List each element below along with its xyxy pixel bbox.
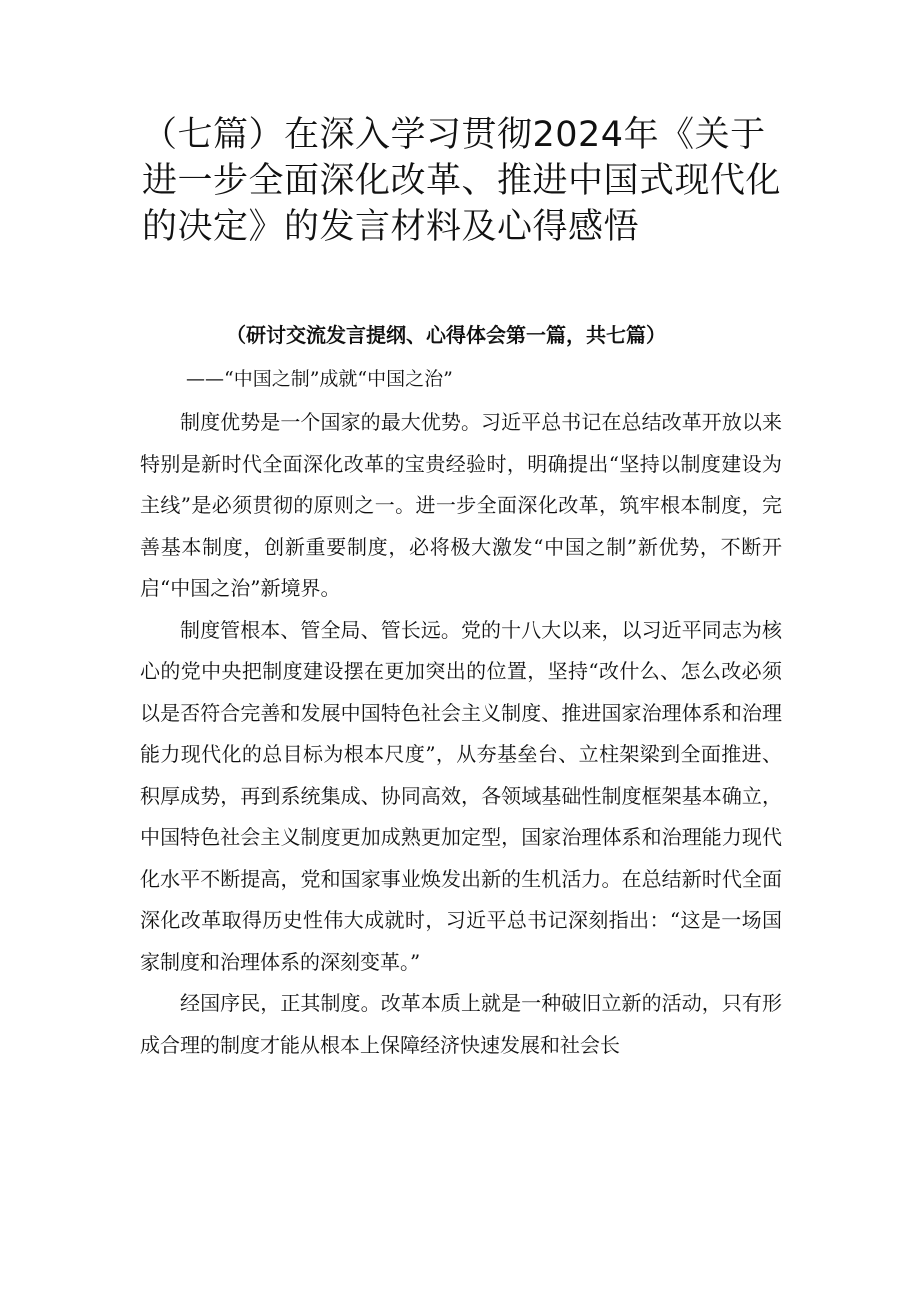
paragraph-3: 经国序民，正其制度。改革本质上就是一种破旧立新的活动，只有形成合理的制度才能从根本上保障经济快速发展和社会长 bbox=[140, 991, 782, 1057]
paragraph-2: 制度管根本、管全局、管长远。党的十八大以来，以习近平同志为核心的党中央把制度建设摆在更加突出的位置，坚持“改什么、怎么改必须以是否符合完善和发展中国特色社会主义制度、推进国家治理体系和治理能力现代化的总目标为根本尺度”，从夯基垒台、立柱架梁到全面推进、积厚成势，再到系统集成、协同高效，各领域基础性制度框架基本确立，中国特色社会主义制度更加成熟更加定型，国家治理体系和治理能力现代化水平不断提高，党和国家事业焕发出新的生机活力。在总结新时代全面深化改革取得历史性伟大成就时，习近平总书记深刻指出：“这是一场国家制度和治理体系的深刻变革。” bbox=[140, 617, 782, 974]
document-title: （七篇）在深入学习贯彻2024年《关于进一步全面深化改革、推进中国式现代化的决定》的发言材料及心得感悟 bbox=[142, 115, 782, 247]
paragraph-1: 制度优势是一个国家的最大优势。习近平总书记在总结改革开放以来特别是新时代全面深化改革的宝贵经验时，明确提出“坚持以制度建设为主线”是必须贯彻的原则之一。进一步全面深化改革，筑牢根本制度，完善基本制度，创新重要制度，必将极大激发“中国之制”新优势，不断开启“中国之治”新境界。 bbox=[140, 410, 782, 600]
document-subtitle: （研讨交流发言提纲、心得体会第一篇，共七篇） bbox=[226, 323, 666, 347]
document-tagline: ——“中国之制”成就“中国之治” bbox=[186, 368, 453, 390]
document-body bbox=[140, 402, 782, 1066]
